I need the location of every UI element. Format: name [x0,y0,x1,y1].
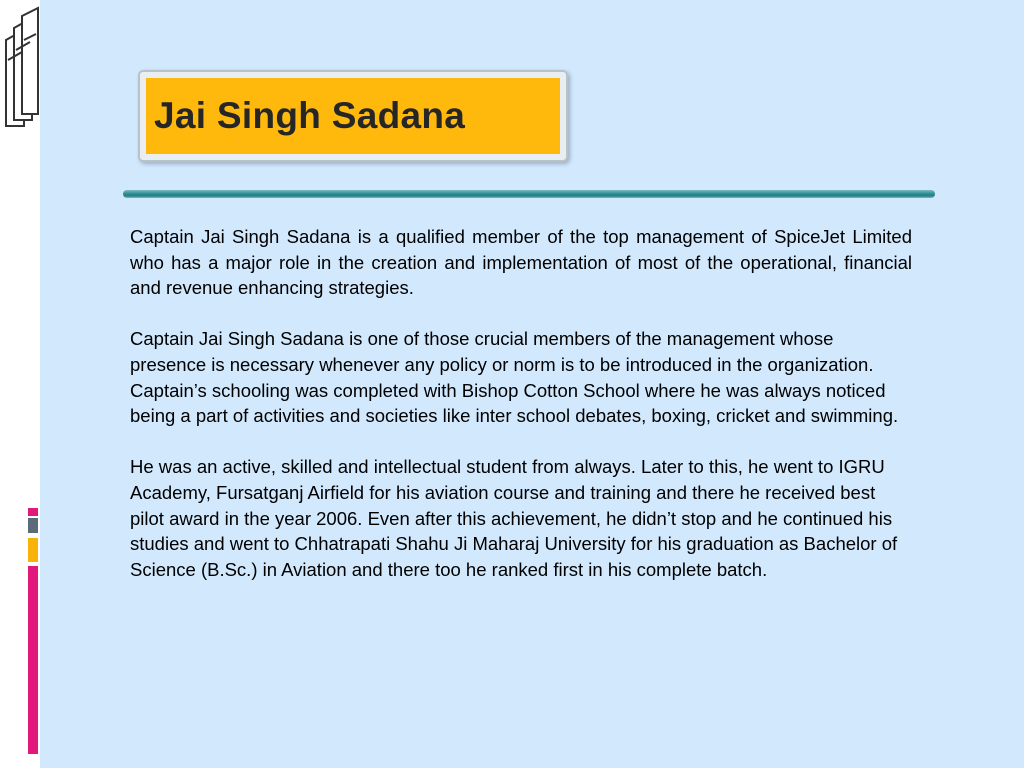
title-box [138,70,568,162]
title-fill [146,78,560,154]
accent-bar-yellow [28,538,38,562]
slide-body [130,224,912,608]
paragraph-1: Captain Jai Singh Sadana is a qualified member of the top management of SpiceJet Limited who has a major role in the creation and implementation of most of the operational, financial and revenue enhancing strategies. [130,226,912,299]
accent-bar-gray [28,518,38,533]
title-divider-rule [123,190,935,198]
paragraph-2: Captain Jai Singh Sadana is one of those crucial members of the management whose presence is necessary whenever any policy or norm is to be introduced in the organization. Captain’s schooling was completed with Bishop Cotton School where he was always noticed being a part of activities and societies like inter school debates, boxing, cricket and swimming. [130,328,899,427]
paragraph-3: He was an active, skilled and intellectual student from always. Later to this, he went to IGRU Academy, Fursatganj Airfield for his aviation course and training and there he received best pilot award in the year 2006. Even after this achievement, he didn’t stop and he continued his studies and went to Chhatrapati Shahu Ji Maharaj University for his graduation as Bachelor of Science (B.Sc.) in Aviation and there too he ranked first in his complete batch. [130,456,898,580]
slide-title: Jai Singh Sadana [154,95,466,136]
accent-bar-pink-small [28,508,38,516]
accent-bar-pink-tall [28,566,38,754]
stacked-documents-icon [0,0,40,130]
